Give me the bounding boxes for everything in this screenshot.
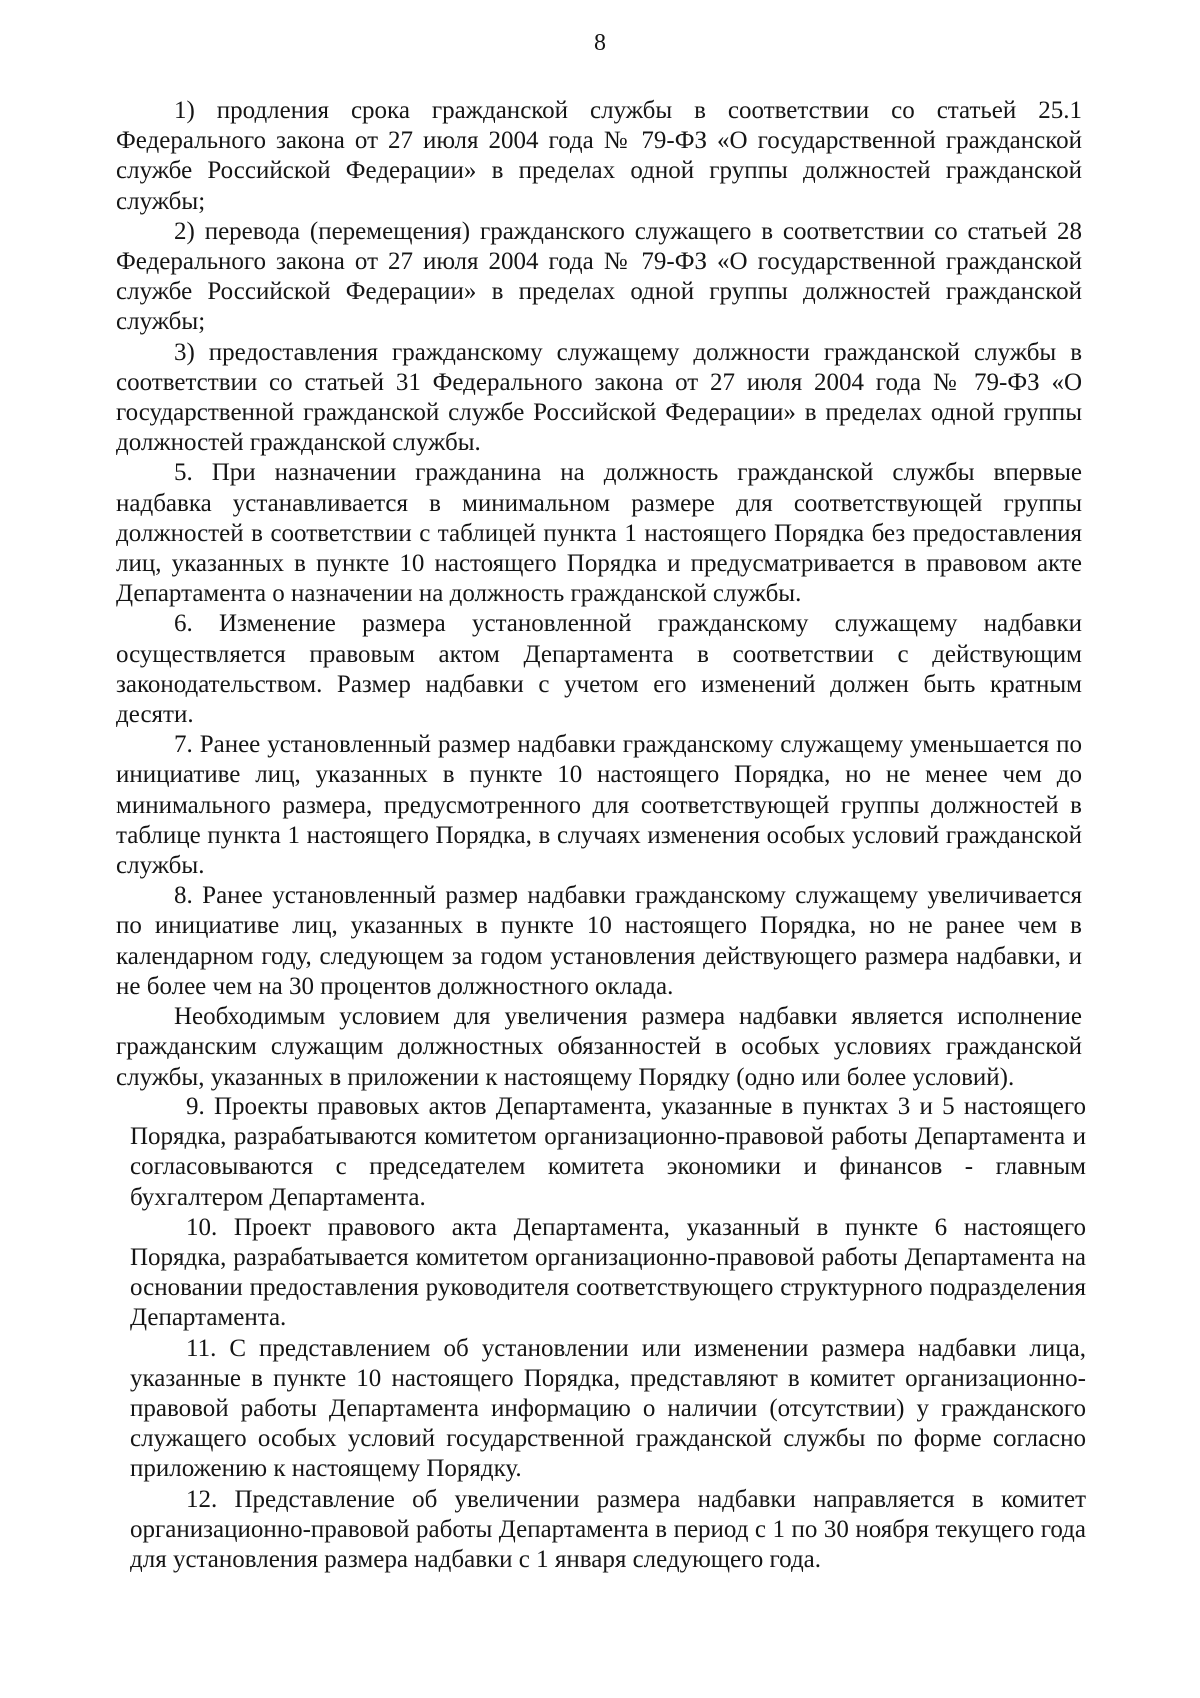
text-block-items-9-to-12 [130,1092,1086,1575]
paragraph-item-6: 6. Изменение размера установленной гражданскому служащему надбавки осуществляется правовым актом Департамента в соответствии с действующим законодательством. Размер надбавки с учетом его изменений должен быть кратным десяти. [116,610,1082,729]
paragraph-item-11: 11. С представлением об установлении или изменении размера надбавки лица, указанные в пункте 10 настоящего Порядка, представляют в комитет организационно-правовой работы Департамента информацию о наличии (отсутствии) у гражданского служащего особых условий государственной гражданской службы по форме согласно приложению к настоящему Порядку. [130,1334,1086,1483]
paragraph-item-1: 1) продления срока гражданской службы в соответствии со статьей 25.1 Федерального закона от 27 июля 2004 года № 79-ФЗ «О государственной гражданской службе Российской Федерации» в пределах одной группы должностей гражданской службы; [116,97,1082,215]
paragraph-item-8: 8. Ранее установленный размер надбавки гражданскому служащему увеличивается по инициативе лиц, указанных в пункте 10 настоящего Порядка, но не ранее чем в календарном году, следующем за годом установления действующего размера надбавки, и не более чем на 30 процентов должностного оклада. [116,882,1082,1000]
paragraph-item-9: 9. Проекты правовых актов Департамента, указанные в пунктах 3 и 5 настоящего Порядка, разрабатываются комитетом организационно-правовой работы Департамента и согласовываются с председателем комитета экономики и финансов - главным бухгалтером Департамента. [130,1093,1086,1211]
paragraph-item-2: 2) перевода (перемещения) гражданского служащего в соответствии со статьей 28 Федерального закона от 27 июля 2004 года № 79-ФЗ «О государственной гражданской службе Российской Федерации» в пределах одной группы должностей гражданской службы; [116,217,1082,336]
paragraph-item-7: 7. Ранее установленный размер надбавки гражданскому служащему уменьшается по инициативе лиц, указанных в пункте 10 настоящего Порядка, но не менее чем до минимального размера, предусмотренного для соответствующей группы должностей в таблице пункта 1 настоящего Порядка, в случаях изменения особых условий гражданской службы. [116,731,1082,880]
paragraph-item-12: 12. Представление об увеличении размера надбавки направляется в комитет организационно-правовой работы Департамента в период с 1 по 30 ноября текущего года для установления размера надбавки с 1 января следующего года. [130,1485,1086,1574]
page-number: 8 [594,30,606,56]
paragraph-item-5: 5. При назначении гражданина на должность гражданской службы впервые надбавка устанавливается в минимальном размере для соответствующей группы должностей в соответствии с таблицей пункта 1 настоящего Порядка без предоставления лиц, указанных в пункте 10 настоящего Порядка и предусматривается в правовом акте Департамента о назначении на должность гражданской службы. [116,459,1082,608]
paragraph-item-3: 3) предоставления гражданскому служащему должности гражданской службы в соответствии со статьей 31 Федерального закона от 27 июля 2004 года № 79-ФЗ «О государственной гражданской службе Российской Федерации» в пределах одной группы должностей гражданской службы. [116,338,1082,457]
paragraph-condition: Необходимым условием для увеличения размера надбавки является исполнение гражданским служащим должностных обязанностей в особых условиях гражданской службы, указанных в приложении к настоящему Порядку (одно или более условий). [116,1003,1082,1091]
paragraph-item-10: 10. Проект правового акта Департамента, указанный в пункте 6 настоящего Порядка, разрабатывается комитетом организационно-правовой работы Департамента на основании предоставления руководителя соответствующего структурного подразделения Департамента. [130,1213,1086,1332]
text-block-items-1-to-8 [116,96,1082,1093]
